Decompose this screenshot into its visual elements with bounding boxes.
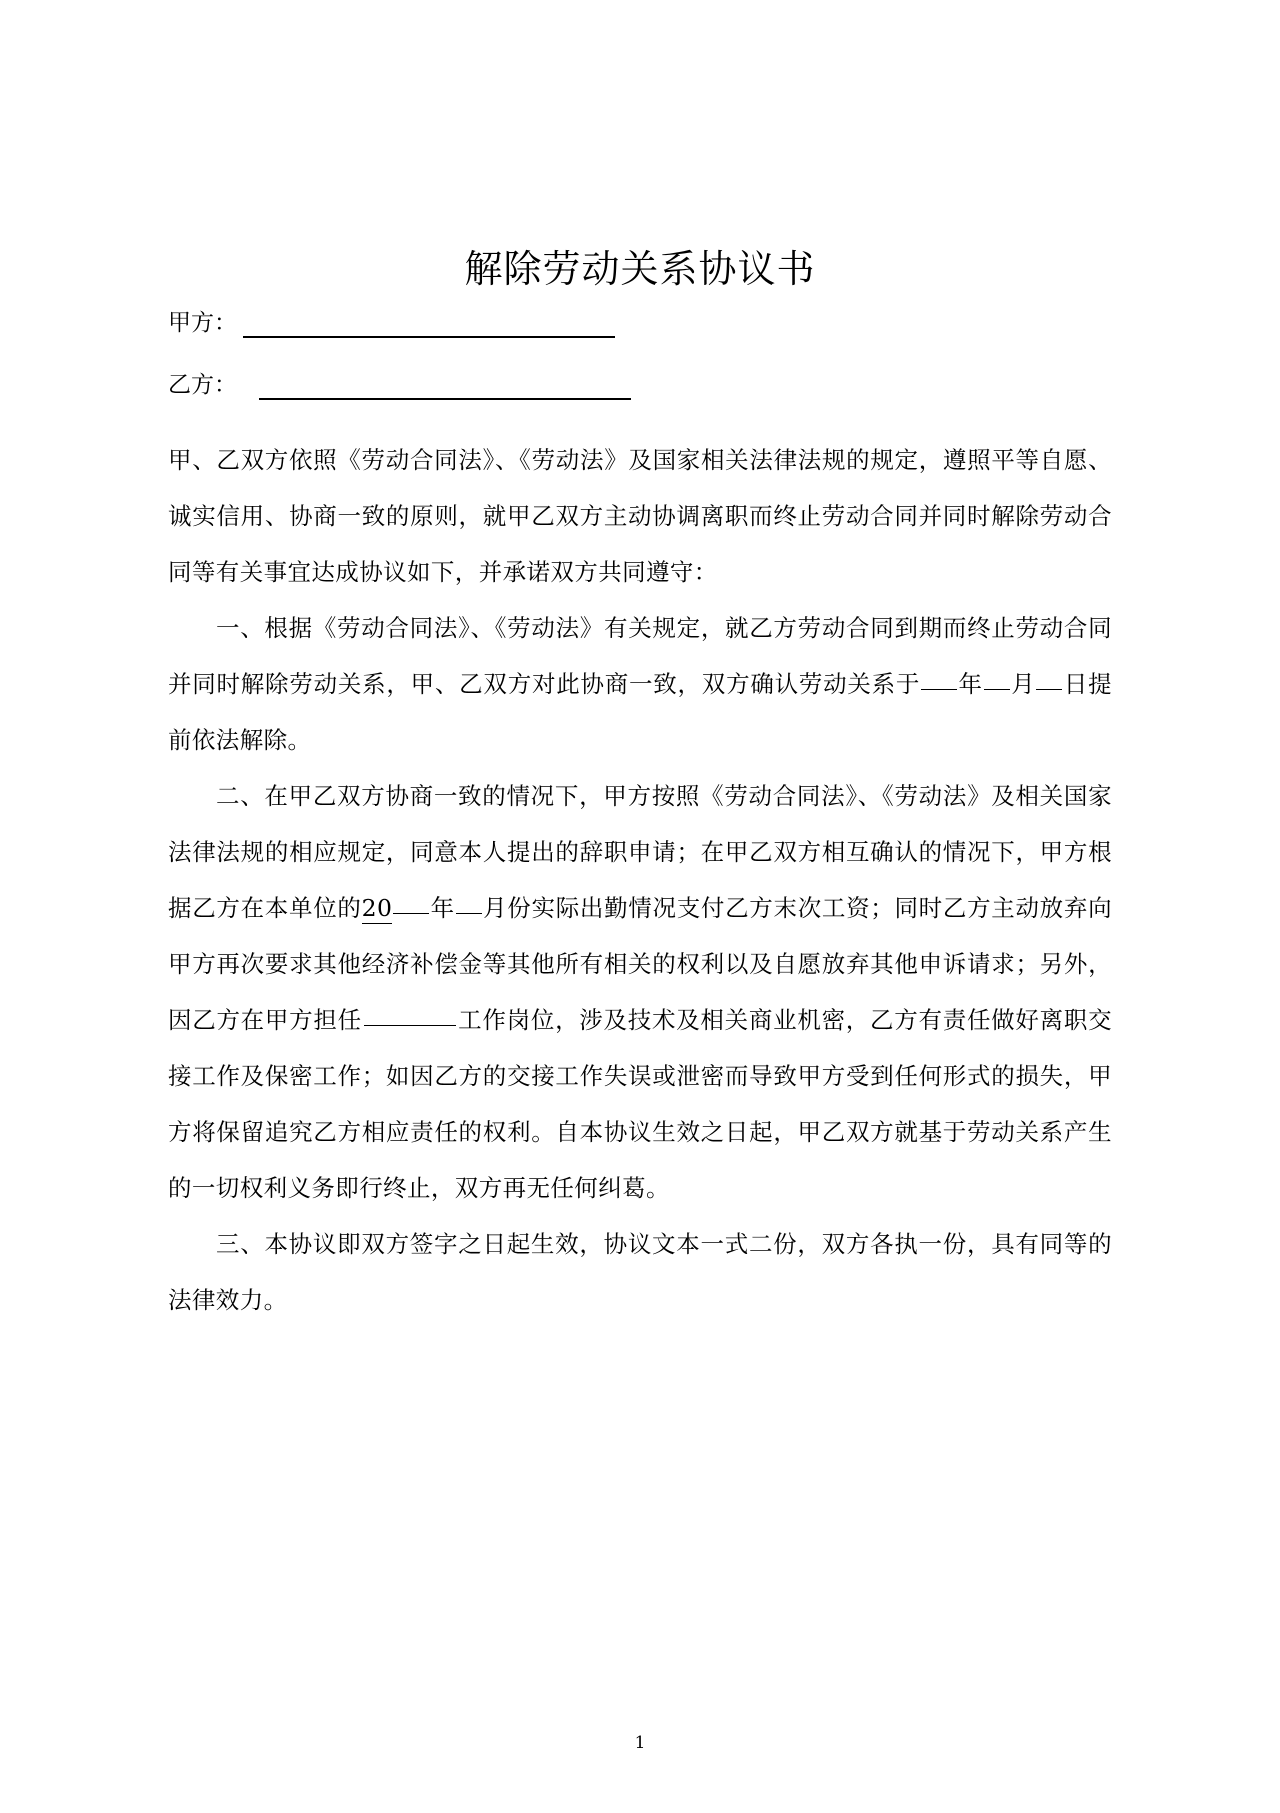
clause-two-year-prefix: 20	[361, 894, 393, 922]
party-a-input[interactable]	[243, 314, 615, 338]
clause-three-paragraph	[168, 1216, 1112, 1328]
party-b-row	[168, 370, 1112, 400]
clause-one-year-input[interactable]	[921, 688, 957, 690]
clause-one-month-unit: 月	[1010, 670, 1036, 698]
clause-two-text-c: 工作岗位，涉及技术及相关商业机密，乙方有责任做好离职交接工作及保密工作；如因乙方的交接工作失误或泄密而导致甲方受到任何形式的损失，甲方将保留追究乙方相应责任的权利。自本协议生效之日起，甲乙双方就基于劳动关系产生的一切权利义务即行终止，双方再无任何纠葛。	[168, 1006, 1112, 1202]
clause-two-number: 二、	[216, 782, 265, 810]
party-b-input[interactable]	[259, 376, 631, 400]
clause-two-text-a: 在甲乙双方协商一致的情况下，甲方按照《劳动合同法》、《劳动法》及相关国家法律法规的相应规定，同意本人提出的辞职申请；在甲乙双方相互确认的情况下，甲方根据乙方在本单位的	[168, 782, 1112, 922]
clause-two-paragraph	[168, 768, 1112, 1216]
clause-two-position-input[interactable]	[364, 1024, 456, 1026]
party-b-label: 乙方：	[168, 372, 237, 398]
document-body	[168, 308, 1112, 1328]
clause-one-month-input[interactable]	[984, 688, 1010, 690]
clause-two-year-unit: 年	[430, 894, 455, 922]
clause-one-day-unit: 日	[1063, 670, 1089, 698]
page-title: 解除劳动关系协议书	[464, 247, 816, 291]
clause-one-year-unit: 年	[958, 670, 983, 698]
party-a-label: 甲方：	[168, 310, 237, 336]
clause-one-text-after: 提前依法解除。	[168, 670, 1113, 754]
clause-one-paragraph	[168, 600, 1112, 768]
clause-one-number: 一、	[216, 614, 265, 642]
preamble-paragraph: 甲、乙双方依照《劳动合同法》、《劳动法》及国家相关法律法规的规定，遵照平等自愿、诚实信用、协商一致的原则，就甲乙双方主动协调离职而终止劳动合同并同时解除劳动合同等有关事宜达成协议如下，并承诺双方共同遵守：	[168, 446, 1112, 586]
clause-three-number: 三、	[216, 1230, 265, 1258]
clause-two-month-unit: 月份	[482, 894, 532, 922]
clause-one-text-before: 根据《劳动合同法》、《劳动法》有关规定，就乙方劳动合同到期而终止劳动合同并同时解除劳动关系，甲、乙双方对此协商一致，双方确认劳动关系于	[168, 614, 1112, 698]
clause-one-day-input[interactable]	[1036, 688, 1062, 690]
footer-page-number: 1	[634, 1733, 646, 1753]
clause-two-text-b: 实际出勤情况支付乙方末次工资；同时乙方主动放弃向甲方再次要求其他经济补偿金等其他所有相关的权利以及自愿放弃其他申诉请求；另外，因乙方在甲方担任	[168, 894, 1112, 1034]
clause-two-year-input[interactable]	[393, 912, 429, 914]
clause-three-text: 本协议即双方签字之日起生效，协议文本一式二份，双方各执一份，具有同等的法律效力。	[168, 1230, 1112, 1314]
clause-two-month-input[interactable]	[456, 912, 482, 914]
party-a-row	[168, 308, 1112, 338]
